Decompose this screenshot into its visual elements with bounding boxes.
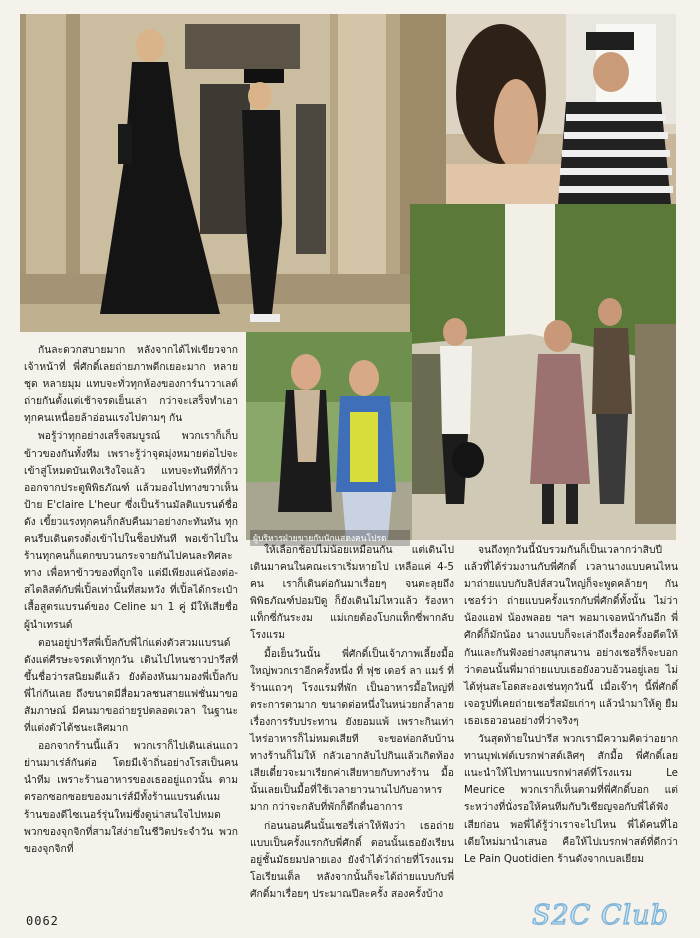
paragraph: ออกจากร้านนี้แล้ว พวกเราก็ไปเดินเล่นแถวย่านมาเร่ส์กันต่อ โดยมีเจ้าถิ่นอย่างโรสเป็นคนนำทีม เพราะร้านอาหารของเธออยู่แถวนั้น ตามตรอกซอกซอยของมาเร่ส์มีทั้งร้านแบรนด์เนม ร้านของดีไซเนอร์รุ่นใหม่ซึ่งดูน่าสนใจไปหมด พวกของจุกจิกที่สามใส่ง่ายในชีวิตประจำวัน พวกของจุกจิกที่	[24, 740, 238, 855]
paragraph: ก่อนนอนคืนนั้นเชอรี่เล่าให้ฟังว่า เธอถ่ายแบบเป็นครั้งแรกกับพี่ศักดิ์ ตอนนั้นเธอยังเรียนอยู่ชั้นมัธยมปลายเอง ยังจำได้ว่าถ่ายที่โรงแรมโอเรียนเต็ล หลังจากนั้นก็จะได้ถ่ายแบบกับพี่ศักดิ์มาเรื่อยๆ ประมาณปีละครั้ง สองครั้งบ้าง	[250, 819, 454, 900]
article-column-left	[24, 342, 238, 858]
article-column-middle	[250, 542, 454, 903]
paris-building-photoshoot	[20, 14, 446, 332]
tuileries-garden-walk-photo	[410, 204, 676, 540]
paragraph: ให้เลือกช้อปไม่น้อยเหมือนกัน แต่เดินไปเดินมาคนในคณะเราเริ่มหายไป เหลือแค่ 4-5 คน เราก็เดินต่อกันมาเรื่อยๆ จนตะลุยถึงพิพิธภัณฑ์ปอมปิดู ก็ยังเดินไม่ไหวแล้ว ร้องหาแท็กซี่กันระงม แม่เกยต้องโบกแท็กซี่พากลับโรงแรม	[250, 544, 454, 642]
section-logo: S2C Club	[532, 900, 669, 931]
paragraph: กันละดวกสบายมาก หลังจากได้ไฟเขียวจากเจ้าหน้าที่ พี่ศักดิ์เลยถ่ายภาพดีกเยอะมาก หลายชุด หลายมุม แทบจะทั่วทุกห้องของการ์นาวาเลต์ ถ่ายกันตั้งแต่เช้าจรดเย็นเล่า กว่าจะเสร็จทำเอาทุกคนเหนื่อยล้าอ่อนแรงไปตามๆ กัน	[24, 344, 238, 425]
paragraph: จนถึงทุกวันนี้นับรวมกันก็เป็นเวลากว่าสิบปีแล้วที่ได้ร่วมงานกับพี่ศักดิ์ เวลานางแบบคนไหนมาถ่ายแบบกับลิปส์สวนใหญ่ก็จะพูดคล้ายๆ กันเชอร์ว่า ถ่ายแบบครั้งแรกกับพี่ศักดิ์ทั้งนั้น ไม่ว่าน้องแอฟ น้องพลอย ฯลฯ พอมาเจอหน้ากันอีก พี่ศักดิ์ก็มักน้อง นางแบบก็จะเล่าถึงเรื่องครั้งอดีตให้กันและกันฟังอย่างสนุกสนาน อย่างเชอรี่ก็จะบอกว่าตอนนั้นพี่มาถ่ายแบบเธอยังอวบอ้วนอยู่เลย ไม่ได้หุ่นสะโอดสะองเช่นทุกวันนี้ เมื่อเจ๊าๆ นี้พี่ศักดิ์เจอรูปที่เคยถ่ายเชอรี่สมัยเก่าๆ แล้วนำมาให้ดู ยืมเธอเธอวอนอย่างที่ว่าจริงๆ	[464, 544, 678, 727]
paragraph: ตอนอยู่ปารีสพี่เปิ้ลกับพี่ไก่แต่งตัวสวมแบรนด์ดังแต่ศีรษะจรดเท้าทุกวัน เดินไปไหนชาวปารีสที่ขึ้นชื่อว่ารสนิยมดีแล้ว ยังต้องหันมามองพี่เปิ้ลกับพี่ไก่กันเลย ถึงขนาดมีสื่อมวลชนสายแฟชั่นมาขอสัมภาษณ์ มีคนมาขอถ่ายรูปตลอดเวลา ในฐานะที่แต่งตัวได้ชนะเลิศมาก	[24, 636, 238, 735]
paragraph: พอรู้ว่าทุกอย่างเสร็จสมบูรณ์ พวกเราก็เก็บข้าวของกันทั้งทีม เพราะรู้ว่าจุดมุ่งหมายต่อไปจะเข้าสู่โหมดบันเทิงเริงใจแล้ว แทบจะทันทีที่ก้าวออกจากประตูพิพิธภัณฑ์ แล้วมองไปทางขวาเห็นป้าย E'claire L'heur ซึ่งเป็นร้านมัลติแบรนด์ชื่อดัง เขี้ยวแรงทุกคนก็กลับคืนมาอย่างกะทันหัน ทุกคนรีบเดินตรงดิ่งเข้าไปในช็อปทันที พอเข้าไปในร้านทุกคนก็แตกขบวนกระจายกันไปคนละทิศละทาง เพื่อหาข้าวของที่ถูกใจ แต่มีเพียงแค่น้องต่อ-สไตลิสต์กับพี่เปิ้ลเท่านั้นที่สมหวัง ที่เปิ้ลได้กระเป๋าเสื้อสูตรแบรนด์ของ Celine มา 1 คู่ มีให้เสียชื่อผู้นำเทรนด์	[24, 430, 238, 631]
paragraph: วันสุดท้ายในปารีส พวกเรามีความคิดว่าอยากทานบุฟเฟต์เบรกฟาสต์เลิศๆ สักมื้อ พี่ศักดิ์เลยแนะนำให้ไปทานแบรกฟาสต์ที่โรงแรม Le Meurice พวกเราก็เห็นตามที่พี่ศักดิ์บอก แต่ระหว่างที่นั่งรอให้คนทีมกับวิเชียญจอกับพี่ได้ฟังเสียก่อน พอพี่ได้รู้ว่าเราจะไปไหน พี่ได้คนที่ไอเดียใหม่มานำเสนอ คือให้ไปเบรกฟาสต์ที่ดีกว่า Le Pain Quotidien ร้านดังจากเบลเยียม	[464, 733, 678, 865]
paragraph: มื้อเย็นวันนั้น พี่ศักดิ์เป็นเจ้าภาพเลี้ยงมื้อใหญ่พวกเราอีกครั้งหนึ่ง ที่ ฟุช เดอร์ ลา แมร์ ที่ร้านแถวๆ โรงแรมที่พัก เป็นอาหารมื้อใหญ่ที่ตระการตามาก ขนาดต่อหนึ่งในหน่วยกล้ำลายเรื่องการรับประทาน ยังยอมแพ้ เพราะกินเท่าไหร่อาหารก็ไม่หมดเสียที จะขอห่อกลับบ้านทางร้านก็ไม่ให้ กลัวเอากลับไปกินแล้วเกิดท้องเสียเดี๋ยวจะมาเรียกค่าเสียหายกับทางร้าน มื้อนั้นเลยเป็นมื้อที่ใช้เวลายาวนานไปกับอาหารมาก กว่าจะกลับที่พักก็ดึกดื่นอาการ	[250, 647, 454, 814]
page-number: 0062	[26, 914, 59, 928]
photo-caption: ผู้บริหารฝ่ายขายกับนักแสดงคนโปรด	[250, 530, 410, 546]
stylist-with-model-photo	[446, 14, 676, 204]
two-women-portrait-photo	[246, 332, 412, 540]
article-column-right	[464, 542, 678, 868]
